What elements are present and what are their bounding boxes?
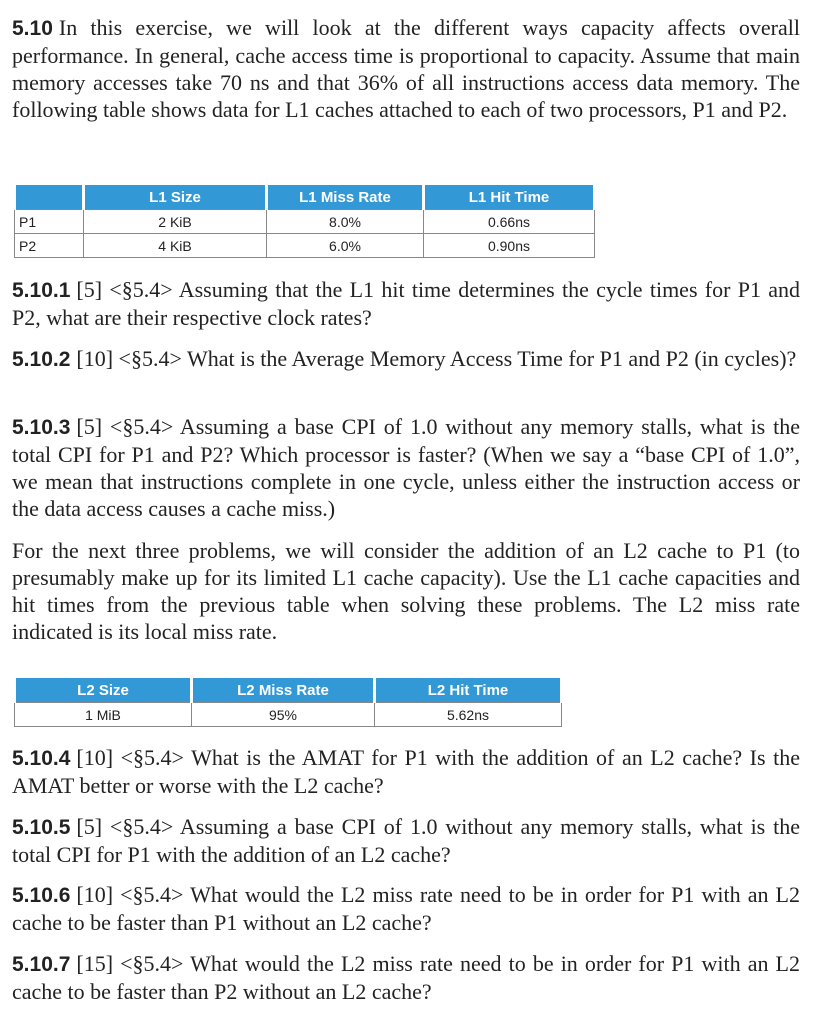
table-row	[15, 210, 595, 234]
table-cell: 95%	[192, 703, 375, 727]
table-header-cell: L2 Miss Rate	[192, 678, 375, 703]
question-5-10-5	[12, 813, 800, 868]
question-number: 5.10.1	[12, 279, 71, 302]
question-5-10-6	[12, 881, 800, 936]
question-text: [5] <§5.4> Assuming a base CPI of 1.0 without any memory stalls, what is the total CPI for P1 with the addition of an L2 cache?	[12, 814, 800, 867]
question-number: 5.10.7	[12, 953, 71, 976]
table-header-cell: L2 Size	[15, 678, 192, 703]
intro-text: In this exercise, we will look at the different ways capacity affects overall performance. In general, cache access time is proportional to capacity. Assume that main memory accesses take 70 ns and that 36% of all instructions access data memory. The following table shows data for L1 caches attached to each of two processors, P1 and P2.	[12, 15, 800, 122]
intro-paragraph	[12, 14, 800, 123]
table-cell: 4 KiB	[84, 234, 267, 258]
table-header-cell: L1 Hit Time	[424, 185, 595, 210]
table-cell: 8.0%	[267, 210, 424, 234]
table-header-cell	[15, 185, 84, 210]
question-5-10-3	[12, 413, 800, 522]
question-text: [10] <§5.4> What is the AMAT for P1 with the addition of an L2 cache? Is the AMAT better or worse with the L2 cache?	[12, 745, 800, 798]
question-text: [15] <§5.4> What would the L2 miss rate need to be in order for P1 with an L2 cache to be faster than P2 without an L2 cache?	[12, 951, 800, 1004]
table-cell: P2	[15, 234, 84, 258]
table-cell: 0.90ns	[424, 234, 595, 258]
question-text: [5] <§5.4> Assuming that the L1 hit time determines the cycle times for P1 and P2, what are their respective clock rates?	[12, 277, 800, 330]
table-cell: P1	[15, 210, 84, 234]
question-number: 5.10.5	[12, 816, 71, 839]
exercise-number: 5.10	[12, 17, 53, 40]
question-5-10-4	[12, 744, 800, 799]
question-number: 5.10.2	[12, 348, 71, 371]
table-header-cell: L1 Miss Rate	[267, 185, 424, 210]
table-header-row	[15, 678, 562, 703]
l2-intro-paragraph: For the next three problems, we will consider the addition of an L2 cache to P1 (to presumably make up for its limited L1 cache capacity). Use the L1 cache capacities and hit times from the previous table when solving these problems. The L2 miss rate indicated is its local miss rate.	[12, 538, 800, 644]
table-row	[15, 234, 595, 258]
question-5-10-2	[12, 345, 800, 373]
table-cell: 6.0%	[267, 234, 424, 258]
l2-cache-table	[13, 678, 563, 727]
question-number: 5.10.4	[12, 747, 71, 770]
table-cell: 0.66ns	[424, 210, 595, 234]
table-cell: 5.62ns	[375, 703, 562, 727]
question-text: [10] <§5.4> What would the L2 miss rate need to be in order for P1 with an L2 cache to be faster than P1 without an L2 cache?	[12, 882, 800, 935]
table-header-cell: L1 Size	[84, 185, 267, 210]
question-5-10-7	[12, 950, 800, 1005]
table-row	[15, 703, 562, 727]
l1-cache-table	[13, 185, 596, 258]
table-header-cell: L2 Hit Time	[375, 678, 562, 703]
table-cell: 2 KiB	[84, 210, 267, 234]
question-text: [10] <§5.4> What is the Average Memory Access Time for P1 and P2 (in cycles)?	[76, 346, 797, 371]
question-number: 5.10.6	[12, 884, 71, 907]
question-number: 5.10.3	[12, 416, 71, 439]
question-text: [5] <§5.4> Assuming a base CPI of 1.0 without any memory stalls, what is the total CPI for P1 and P2? Which processor is faster? (When we say a “base CPI of 1.0”, we mean that instructions complete in one cycle, unless either the instruction access or the data access causes a cache miss.)	[12, 414, 800, 521]
table-cell: 1 MiB	[15, 703, 192, 727]
question-5-10-1	[12, 276, 800, 331]
table-header-row	[15, 185, 595, 210]
